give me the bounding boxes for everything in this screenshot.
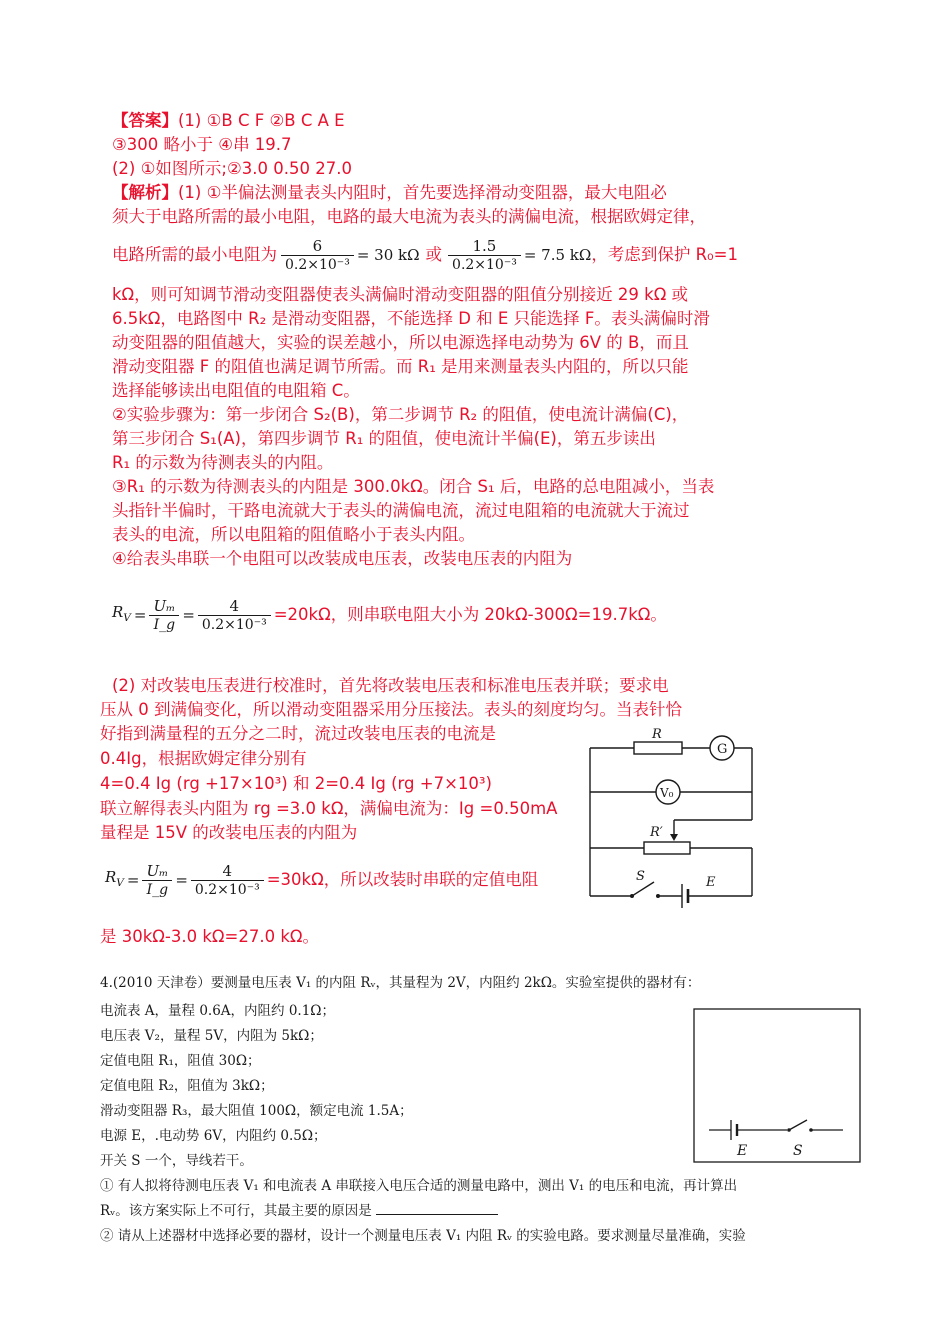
part2-line-1: (2) 对改装电压表进行校准时，首先将改装电压表和标准电压表并联；要求电 bbox=[112, 676, 669, 695]
equals-sign-4: = bbox=[175, 871, 188, 889]
slider-arrow-icon bbox=[670, 834, 678, 841]
switch-contact bbox=[809, 1128, 813, 1132]
q4-line-10 bbox=[100, 1199, 498, 1219]
analysis-line-5: 6.5kΩ，电路图中 R₂ 是滑动变阻器，不能选择 D 和 E 只能选择 F。表头满偏时滑 bbox=[112, 309, 710, 328]
label-e: E bbox=[706, 875, 716, 890]
fraction-4-over-2 bbox=[191, 862, 264, 899]
fraction-um-2: Uₘ bbox=[146, 861, 169, 880]
fraction-2 bbox=[448, 237, 521, 274]
label-r: R bbox=[652, 728, 662, 742]
formula-intro: 电路所需的最小电阻为 bbox=[112, 245, 277, 264]
analysis-line-11: R₁ 的示数为待测表头的内阻。 bbox=[112, 453, 334, 472]
switch-icon bbox=[789, 1120, 807, 1130]
fraction-4-num: 4 bbox=[229, 596, 240, 615]
rv-letter-2: R bbox=[105, 868, 117, 886]
fraction-1-den: 0.2×10⁻³ bbox=[281, 255, 354, 274]
analysis-line-7: 滑动变阻器 F 的阻值也满足调节所需。而 R₁ 是用来测量表头内阻的，所以只能 bbox=[112, 357, 689, 376]
rv-symbol-2 bbox=[105, 865, 124, 895]
part2-line-4: 0.4Ig，根据欧姆定律分别有 bbox=[100, 749, 307, 768]
analysis-line-14: 表头的电流，所以电阻箱的阻值略小于表头内阻。 bbox=[112, 525, 475, 544]
answer-circuit-box bbox=[693, 1008, 863, 1164]
formula-rv-1 bbox=[112, 592, 667, 638]
analysis-line-8: 选择能够读出电阻值的电阻箱 C。 bbox=[112, 381, 360, 400]
label-e-2: E bbox=[737, 1143, 748, 1159]
analysis-tag: 【解析】 bbox=[112, 183, 178, 202]
part2-line-3: 好指到满量程的五分之二时，流过改装电压表的电流是 bbox=[100, 724, 496, 743]
analysis-line-1 bbox=[112, 181, 667, 205]
answer-line-2: ③300 略小于 ④串 19.7 bbox=[112, 135, 292, 154]
answer-line-1 bbox=[112, 109, 345, 133]
rv-letter: R bbox=[112, 603, 124, 621]
q4-line-2: 电流表 A，量程 0.6A，内阻约 0.1Ω； bbox=[100, 1003, 336, 1019]
q4-line-10-text: Rᵥ。该方案实际上不可行，其最主要的原因是 bbox=[100, 1203, 372, 1219]
fraction-2-result: = 7.5 kΩ bbox=[523, 246, 592, 264]
q4-line-5: 定值电阻 R₂，阻值为 3kΩ； bbox=[100, 1078, 274, 1094]
switch-icon bbox=[632, 882, 654, 896]
label-s-2: S bbox=[793, 1143, 803, 1159]
label-v0: V₀ bbox=[660, 786, 674, 800]
label-g: G bbox=[717, 742, 728, 757]
fraction-um-ig bbox=[149, 597, 179, 634]
fraction-ig-2: I_g bbox=[142, 880, 172, 899]
analysis-line-15: ④给表头串联一个电阻可以改装成电压表，改装电压表的内阻为 bbox=[112, 549, 573, 568]
formula-rv-2-result: =30kΩ，所以改装时串联的定值电阻 bbox=[266, 870, 539, 889]
part2-line-6: 联立解得表头内阻为 rg =3.0 kΩ，满偏电流为：Ig =0.50mA bbox=[100, 799, 558, 818]
equals-sign-2: = bbox=[182, 606, 195, 624]
resistor-r bbox=[634, 742, 682, 754]
answer-line-3: (2) ①如图所示;②3.0 0.50 27.0 bbox=[112, 159, 352, 178]
q4-line-4: 定值电阻 R₁，阻值 30Ω； bbox=[100, 1053, 261, 1069]
analysis-formula-line bbox=[112, 233, 738, 277]
analysis-line-6: 动变阻器的阻值越大，实验的误差越小，所以电源选择电动势为 6V 的 B，而且 bbox=[112, 333, 689, 352]
calibration-circuit-diagram bbox=[582, 728, 778, 914]
q4-line-1: 4.(2010 天津卷）要测量电压表 V₁ 的内阻 Rᵥ，其量程为 2V，内阻约 2kΩ。实验室提供的器材有： bbox=[100, 975, 701, 991]
part2-line-5: 4=0.4 Ig (rg +17×10³) 和 2=0.4 Ig (rg +7×10³) bbox=[100, 774, 492, 793]
fraction-4-over bbox=[198, 597, 271, 634]
analysis-line-10: 第三步闭合 S₁(A)，第四步调节 R₁ 的阻值，使电流计半偏(E)，第五步读出 bbox=[112, 429, 656, 448]
q4-line-8: 开关 S 一个，导线若干。 bbox=[100, 1153, 253, 1169]
answer-blank[interactable] bbox=[376, 1202, 498, 1215]
switch-contact bbox=[630, 894, 634, 898]
part2-line-2: 压从 0 到满偏变化，所以滑动变阻器采用分压接法。表头的刻度均匀。当表针恰 bbox=[100, 700, 682, 719]
part2-line-7: 量程是 15V 的改装电压表的内阻为 bbox=[100, 823, 358, 842]
fraction-1 bbox=[281, 237, 354, 274]
q4-line-7: 电源 E，.电动势 6V，内阻约 0.5Ω； bbox=[100, 1128, 327, 1144]
fraction-1-result: = 30 kΩ bbox=[356, 246, 420, 264]
fraction-1-num: 6 bbox=[312, 236, 323, 255]
rv-sub-2: V bbox=[116, 877, 124, 889]
formula-rv-2 bbox=[105, 856, 538, 904]
q4-line-11: ② 请从上述器材中选择必要的器材，设计一个测量电压表 V₁ 内阻 Rᵥ 的实验电路。要求测量尽量准确，实验 bbox=[100, 1228, 746, 1244]
switch-contact bbox=[787, 1128, 791, 1132]
fraction-2-den: 0.2×10⁻³ bbox=[448, 255, 521, 274]
label-s: S bbox=[636, 869, 645, 884]
analysis-line-12: ③R₁ 的示数为待测表头的内阻是 300.0kΩ。闭合 S₁ 后，电路的总电阻减小，当表 bbox=[112, 477, 715, 496]
fraction-2-num: 1.5 bbox=[472, 236, 497, 255]
circuit-frame bbox=[694, 1009, 860, 1162]
answer-text-1: (1) ①B C F ②B C A E bbox=[178, 111, 345, 130]
analysis-text-1: (1) ①半偏法测量表头内阻时，首先要选择滑动变阻器，最大电阻必 bbox=[178, 183, 667, 202]
label-rp: R′ bbox=[650, 825, 663, 840]
fraction-um: Uₘ bbox=[153, 596, 176, 615]
analysis-line-2: 须大于电路所需的最小电阻，电路的最大电流为表头的满偏电流，根据欧姆定律， bbox=[112, 207, 706, 226]
fraction-ig: I_g bbox=[149, 615, 179, 634]
analysis-line-9: ②实验步骤为：第一步闭合 S₂(B)，第二步调节 R₂ 的阻值，使电流计满偏(C)， bbox=[112, 405, 689, 424]
fraction-4-num-2: 4 bbox=[222, 861, 233, 880]
analysis-line-13: 头指针半偏时，干路电流就大于表头的满偏电流，流过电阻箱的电流就大于流过 bbox=[112, 501, 690, 520]
analysis-line-4: kΩ，则可知调节滑动变阻器使表头满偏时滑动变阻器的阻值分别接近 29 kΩ 或 bbox=[112, 285, 689, 304]
rheostat bbox=[644, 842, 690, 854]
rv-symbol bbox=[112, 600, 131, 630]
fraction-4-den: 0.2×10⁻³ bbox=[198, 615, 271, 634]
q4-line-6: 滑动变阻器 R₃，最大阻值 100Ω，额定电流 1.5A； bbox=[100, 1103, 413, 1119]
or-word: 或 bbox=[425, 245, 443, 264]
equals-sign: = bbox=[133, 606, 147, 624]
formula-outro: ，考虑到保护 R₀=1 bbox=[591, 245, 738, 264]
equals-sign-3: = bbox=[126, 871, 140, 889]
answer-tag: 【答案】 bbox=[112, 111, 178, 130]
formula-rv-1-result: =20kΩ，则串联电阻大小为 20kΩ-300Ω=19.7kΩ。 bbox=[273, 605, 667, 624]
fraction-um-ig-2 bbox=[142, 862, 172, 899]
q4-line-9: ① 有人拟将待测电压表 V₁ 和电流表 A 串联接入电压合适的测量电路中，测出 V₁ 的电压和电流，再计算出 bbox=[100, 1178, 738, 1194]
switch-contact bbox=[656, 894, 660, 898]
q4-line-3: 电压表 V₂，量程 5V，内阻为 5kΩ； bbox=[100, 1028, 323, 1044]
fraction-4-den-2: 0.2×10⁻³ bbox=[191, 880, 264, 899]
part2-line-8: 是 30kΩ-3.0 kΩ=27.0 kΩ。 bbox=[100, 927, 319, 946]
rv-sub: V bbox=[123, 612, 131, 624]
